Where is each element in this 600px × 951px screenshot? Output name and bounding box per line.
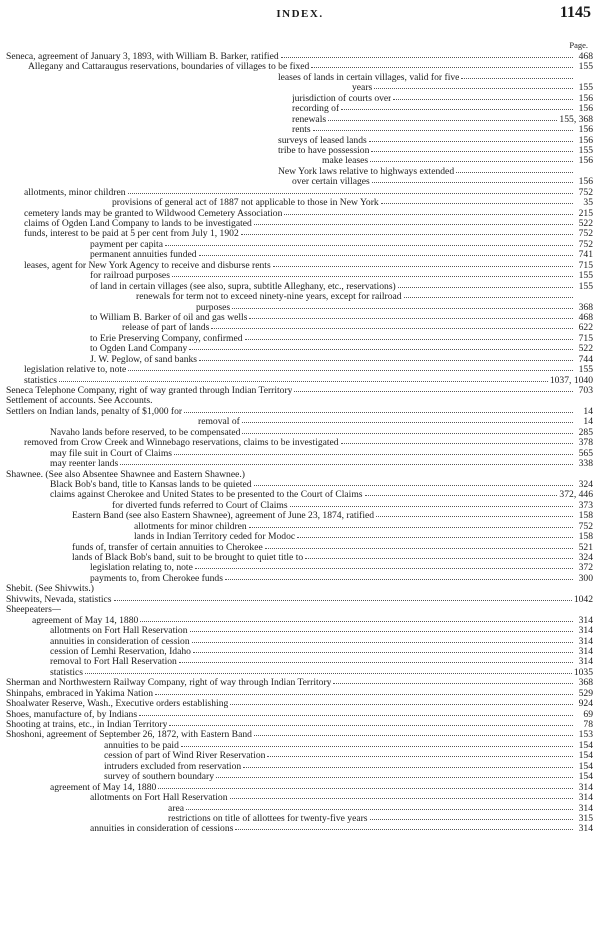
index-entry [6, 480, 593, 490]
index-entry [6, 511, 593, 521]
leader-dots [114, 597, 572, 601]
leader-dots [249, 315, 573, 319]
leader-dots [174, 451, 573, 455]
index-entry [6, 783, 593, 793]
index-entry [6, 282, 593, 292]
entry-text: for railroad purposes [90, 271, 170, 282]
entry-page-ref: 703 [578, 385, 593, 396]
leader-dots [243, 764, 573, 768]
entry-page-ref: 715 [578, 332, 593, 344]
entry-page-ref: 315 [578, 812, 593, 824]
entry-text: cession of Lemhi Reservation, Idaho [50, 646, 191, 657]
entry-page-ref: 752 [578, 228, 593, 240]
index-entry [6, 699, 593, 709]
index-entry [6, 793, 593, 803]
entry-text: J. W. Peglow, of sand banks [90, 354, 198, 365]
entry-page-ref: 752 [578, 238, 593, 250]
entry-page-ref: 154 [578, 750, 593, 762]
entry-page-ref: 741 [578, 249, 593, 261]
index-entry [6, 490, 593, 500]
leader-dots [254, 732, 573, 736]
index-entry [6, 188, 593, 198]
leader-dots [120, 461, 573, 465]
entry-text: removal of [198, 417, 240, 428]
entry-page-ref: 565 [578, 447, 593, 459]
leader-dots [370, 816, 573, 820]
entry-page-ref: 522 [578, 218, 593, 229]
index-entry [6, 303, 593, 313]
entry-page-ref: 153 [578, 729, 593, 741]
leader-dots [216, 774, 573, 778]
entry-text: statistics [50, 667, 84, 678]
entry-page-ref: 314 [578, 823, 593, 835]
leader-dots [371, 148, 573, 152]
entry-text: may reenter lands [50, 459, 119, 470]
entry-page-ref: 156 [578, 103, 593, 115]
leader-dots [297, 534, 573, 538]
entry-page-ref: 314 [578, 614, 593, 626]
entry-text: funds, interest to be paid at 5 per cent from July 1, 1902 [24, 229, 239, 240]
index-entry [6, 209, 593, 219]
leader-dots [284, 211, 573, 215]
index-entry [6, 355, 593, 365]
index-entry [6, 198, 593, 208]
leader-dots [328, 117, 557, 121]
leader-dots [254, 482, 573, 486]
entry-page-ref: 378 [578, 437, 593, 449]
entry-page-ref: 373 [578, 499, 593, 511]
leader-dots [369, 138, 573, 142]
leader-dots [192, 639, 573, 643]
index-entry [6, 605, 593, 615]
entry-page-ref: 285 [578, 426, 593, 438]
entry-page-ref: 154 [578, 739, 593, 751]
entry-text: leases of lands in certain villages, valid for five [278, 72, 460, 83]
entry-page-ref: 314 [578, 625, 593, 637]
entry-text: years [352, 83, 373, 94]
index-entry [6, 344, 593, 354]
entry-page-ref: 155 [578, 144, 593, 156]
entry-page-ref: 156 [578, 155, 593, 167]
entry-text: payments to, from Cherokee funds [90, 573, 223, 584]
index-entry [6, 438, 593, 448]
entry-text: permanent annuities funded [90, 250, 197, 261]
leader-dots [341, 106, 573, 110]
entry-text: Shoes, manufacture of, by Indians [6, 709, 138, 720]
index-entry [6, 83, 593, 93]
page-column-heading: Page. [569, 40, 588, 50]
index-entry [6, 323, 593, 333]
index-entry [6, 532, 593, 542]
entry-page-ref: 155 [578, 61, 593, 73]
entry-text: legislation relative to, note [24, 365, 127, 376]
leader-dots [313, 127, 573, 131]
entry-text: allotments for minor children [134, 521, 247, 532]
entry-page-ref: 314 [578, 792, 593, 804]
entry-text: Shooting at trains, etc., in Indian Territory [6, 720, 168, 730]
leader-dots [456, 169, 573, 173]
leader-dots [193, 649, 573, 653]
index-entry [6, 762, 593, 772]
index-entry [6, 250, 593, 260]
leader-dots [172, 273, 573, 277]
entry-page-ref: 155 [578, 280, 593, 292]
entry-text: lands of Black Bob's band, suit to be brought to quiet title to [72, 553, 304, 563]
leader-dots [85, 670, 572, 674]
leader-dots [195, 565, 573, 569]
index-entry [6, 94, 593, 104]
leader-dots [374, 85, 573, 89]
leader-dots [393, 96, 573, 100]
entry-text: statistics [24, 375, 58, 386]
entry-page-ref: 156 [578, 124, 593, 136]
leader-dots [333, 680, 573, 684]
index-entry [6, 710, 593, 720]
entry-text: Eastern Band (see also Eastern Shawnee), agreement of June 23, 1874, ratified [72, 511, 375, 522]
entry-text: annuities in consideration of cessions [90, 824, 234, 835]
entry-page-ref: 314 [578, 656, 593, 668]
index-entry [6, 219, 593, 229]
entry-page-ref: 1035 [573, 666, 593, 678]
entry-page-ref: 368 [578, 677, 593, 689]
entry-text: recording of [292, 104, 340, 115]
index-entry [6, 376, 593, 386]
entry-page-ref: 529 [578, 687, 593, 699]
index-entry [6, 814, 593, 824]
entry-text: purposes [196, 302, 231, 313]
leader-dots [230, 701, 573, 705]
entry-page-ref: 314 [578, 645, 593, 657]
page-number: 1145 [559, 4, 591, 21]
leader-dots [235, 826, 573, 830]
leader-dots [155, 691, 573, 695]
leader-dots [273, 263, 573, 267]
entry-page-ref: 155, 368 [559, 113, 593, 125]
leader-dots [139, 712, 573, 716]
leader-dots [199, 357, 573, 361]
entry-page-ref: 338 [578, 458, 593, 470]
entry-text: Black Bob's band, title to Kansas lands to be quieted [50, 479, 252, 490]
entry-text: allotments, minor children [24, 187, 126, 198]
index-entry [6, 563, 593, 573]
leader-dots [311, 64, 573, 68]
index-entry [6, 125, 593, 135]
entry-text: legislation relating to, note [90, 563, 193, 574]
index-entry [6, 824, 593, 834]
entry-page-ref: 324 [578, 552, 593, 563]
entry-text: for diverted funds referred to Court of Claims [112, 500, 288, 511]
entry-page-ref: 14 [583, 416, 593, 428]
leader-dots [404, 294, 573, 298]
entry-text: funds of, transfer of certain annuities to Cherokee [72, 542, 263, 553]
leader-dots [184, 409, 573, 413]
index-entry-list [6, 52, 593, 835]
index-entry [6, 657, 593, 667]
entry-page-ref: 521 [578, 541, 593, 553]
entry-page-ref: 468 [578, 311, 593, 323]
entry-text: Shoshoni, agreement of September 26, 1872, with Eastern Band [6, 730, 252, 741]
leader-dots [128, 367, 573, 371]
entry-text: Settlement of accounts. See Accounts. [6, 396, 153, 407]
entry-page-ref: 155 [578, 364, 593, 376]
index-entry [6, 616, 593, 626]
entry-text: allotments on Fort Hall Reservation [90, 793, 228, 804]
entry-text: intruders excluded from reservation [104, 761, 242, 772]
entry-text: cession of part of Wind River Reservation [104, 751, 266, 762]
entry-page-ref: 752 [578, 186, 593, 198]
leader-dots [241, 231, 573, 235]
entry-text: cemetery lands may be granted to Wildwood Cemetery Association [24, 208, 283, 219]
index-entry [6, 292, 593, 302]
leader-dots [186, 806, 573, 810]
entry-text: annuities to be paid [104, 740, 179, 751]
leader-dots [305, 555, 573, 559]
entry-text: Allegany and Cattaraugus reservations, boundaries of villages to be fixed [28, 62, 310, 73]
entry-text: removal to Fort Hall Reservation [50, 657, 177, 668]
entry-page-ref: 744 [578, 353, 593, 365]
leader-dots [372, 179, 573, 183]
index-entry [6, 501, 593, 511]
leader-dots [370, 158, 573, 162]
entry-text: area [168, 803, 184, 814]
entry-text: agreement of May 14, 1880 [50, 782, 157, 793]
index-entry [6, 720, 593, 730]
entry-text: to Ogden Land Company [90, 344, 188, 355]
entry-text: Shoalwater Reserve, Wash., Executive orders establishing [6, 699, 229, 710]
leader-dots [281, 54, 573, 58]
index-entry [6, 177, 593, 187]
leader-dots [245, 336, 573, 340]
leader-dots [59, 378, 548, 382]
entry-text: to Erie Preserving Company, confirmed [90, 333, 243, 344]
leader-dots [294, 388, 573, 392]
index-entry [6, 240, 593, 250]
index-entry [6, 386, 593, 396]
index-entry [6, 543, 593, 553]
entry-page-ref: 14 [583, 405, 593, 417]
entry-text: claims of Ogden Land Company to lands to be investigated [24, 219, 252, 229]
entry-page-ref: 522 [578, 343, 593, 355]
entry-text: renewals [292, 114, 327, 125]
index-entry [6, 584, 593, 594]
entry-page-ref: 372, 446 [559, 489, 593, 501]
entry-page-ref: 368 [578, 301, 593, 313]
leader-dots [242, 419, 573, 423]
entry-page-ref: 154 [578, 771, 593, 783]
index-entry [6, 553, 593, 563]
leader-dots [398, 284, 573, 288]
entry-text: to William B. Barker of oil and gas wells [90, 312, 248, 323]
index-entry [6, 73, 593, 83]
entry-page-ref: 156 [578, 92, 593, 104]
leader-dots [254, 221, 573, 225]
entry-text: Shinpahs, embraced in Yakima Nation [6, 688, 154, 699]
leader-dots [199, 252, 573, 256]
leader-dots [341, 440, 573, 444]
index-entry [6, 136, 593, 146]
leader-dots [232, 305, 573, 309]
entry-text: of land in certain villages (see also, supra, subtitle Alleghany, etc., reservations) [90, 281, 396, 292]
index-entry [6, 167, 593, 177]
entry-text: survey of southern boundary [104, 772, 215, 783]
leader-dots [265, 545, 573, 549]
index-entry [6, 522, 593, 532]
leader-dots [461, 75, 573, 79]
entry-page-ref: 35 [583, 197, 593, 209]
entry-page-ref: 158 [578, 510, 593, 522]
page-header [0, 0, 600, 30]
index-entry [6, 678, 593, 688]
index-entry [6, 104, 593, 114]
entry-page-ref: 158 [578, 531, 593, 543]
entry-text: may file suit in Court of Claims [50, 448, 173, 459]
leader-dots [190, 628, 574, 632]
index-entry [6, 459, 593, 469]
leader-dots [376, 513, 573, 517]
leader-dots [169, 722, 573, 726]
entry-text: Shawnee. (See also Absentee Shawnee and Eastern Shawnee.) [6, 469, 245, 480]
entry-page-ref: 1037, 1040 [549, 374, 593, 386]
index-entry [6, 730, 593, 740]
entry-text: over certain villages [292, 177, 370, 188]
index-entry [6, 261, 593, 271]
index-entry [6, 689, 593, 699]
index-entry [6, 470, 593, 480]
leader-dots [140, 618, 573, 622]
entry-text: make leases [322, 156, 369, 167]
leader-dots [181, 743, 573, 747]
index-entry [6, 637, 593, 647]
entry-text: tribe to have possession [278, 145, 370, 156]
entry-text: restrictions on title of allottees for twenty-five years [168, 813, 368, 824]
entry-text: jurisdiction of courts over [292, 93, 392, 104]
leader-dots [158, 785, 573, 789]
entry-page-ref: 154 [578, 760, 593, 772]
entry-page-ref: 752 [578, 520, 593, 532]
leader-dots [225, 576, 573, 580]
leader-dots [230, 795, 574, 799]
entry-page-ref: 156 [578, 134, 593, 146]
entry-page-ref: 156 [578, 176, 593, 188]
entry-page-ref: 372 [578, 562, 593, 574]
entry-text: provisions of general act of 1887 not applicable to those in New York [112, 198, 379, 209]
entry-page-ref: 622 [578, 322, 593, 334]
leader-dots [267, 753, 573, 757]
entry-text: New York laws relative to highways extended [278, 166, 455, 177]
leader-dots [242, 430, 573, 434]
entry-text: Settlers on Indian lands, penalty of $1,000 for [6, 406, 183, 417]
leader-dots [211, 325, 573, 329]
entry-page-ref: 324 [578, 478, 593, 490]
leader-dots [290, 503, 573, 507]
entry-text: Seneca Telephone Company, right of way granted through Indian Territory [6, 386, 293, 396]
entry-page-ref: 215 [578, 207, 593, 219]
entry-page-ref: 69 [583, 708, 593, 720]
index-entry [6, 52, 593, 62]
index-entry [6, 229, 593, 239]
index-entry [6, 626, 593, 636]
entry-text: removed from Crow Creek and Winnebago reservations, claims to be investigated [24, 438, 339, 449]
entry-text: leases, agent for New York Agency to receive and disburse rents [24, 260, 271, 271]
leader-dots [189, 346, 573, 350]
leader-dots [249, 524, 573, 528]
entry-page-ref: 155 [578, 82, 593, 94]
index-entry [6, 804, 593, 814]
entry-text: allotments on Fort Hall Reservation [50, 626, 188, 637]
entry-page-ref: 78 [583, 719, 593, 730]
running-title: INDEX. [276, 8, 324, 20]
leader-dots [381, 200, 573, 204]
entry-page-ref: 314 [578, 781, 593, 793]
index-entry [6, 417, 593, 427]
entry-text: rents [292, 125, 311, 136]
entry-text: Sherman and Northwestern Railway Company, right of way through Indian Territory [6, 678, 332, 689]
entry-text: annuities in consideration of cession [50, 636, 190, 647]
index-entry [6, 668, 593, 678]
index-entry [6, 396, 593, 406]
entry-text: Shivwits, Nevada, statistics [6, 594, 112, 605]
entry-text: renewals for term not to exceed ninety-nine years, except for railroad [136, 292, 402, 303]
leader-dots [165, 242, 573, 246]
entry-page-ref: 155 [578, 270, 593, 282]
index-entry [6, 772, 593, 782]
entry-page-ref: 300 [578, 572, 593, 584]
entry-text: surveys of leased lands [278, 135, 367, 146]
leader-dots [128, 190, 573, 194]
entry-text: release of part of lands [122, 323, 210, 334]
index-entry [6, 647, 593, 657]
entry-text: Seneca, agreement of January 3, 1893, with William B. Barker, ratified [6, 52, 279, 62]
entry-text: Shebit. (See Shivwits.) [6, 584, 94, 595]
index-entry [6, 365, 593, 375]
index-entry [6, 407, 593, 417]
index-entry [6, 156, 593, 166]
entry-page-ref: 314 [578, 635, 593, 647]
index-entry [6, 449, 593, 459]
entry-page-ref: 924 [578, 698, 593, 710]
index-entry [6, 428, 593, 438]
entry-page-ref: 314 [578, 802, 593, 814]
index-entry [6, 115, 593, 125]
index-entry [6, 313, 593, 323]
leader-dots [179, 659, 573, 663]
entry-text: Sheepeaters— [6, 605, 62, 616]
index-entry [6, 62, 593, 72]
entry-text: agreement of May 14, 1880 [32, 615, 139, 626]
index-entry [6, 334, 593, 344]
index-entry [6, 741, 593, 751]
entry-text: Navaho lands before reserved, to be compensated [50, 427, 241, 438]
index-entry [6, 146, 593, 156]
index-entry [6, 574, 593, 584]
entry-page-ref: 715 [578, 259, 593, 271]
entry-text: claims against Cherokee and United States to be presented to the Court of Claims [50, 490, 363, 501]
index-entry [6, 595, 593, 605]
leader-dots [365, 492, 558, 496]
entry-page-ref: 1042 [573, 593, 593, 605]
index-entry [6, 751, 593, 761]
entry-text: payment per capita [90, 239, 163, 250]
entry-page-ref: 468 [578, 51, 593, 62]
index-entry [6, 271, 593, 281]
entry-text: lands in Indian Territory ceded for Modoc [134, 532, 296, 543]
